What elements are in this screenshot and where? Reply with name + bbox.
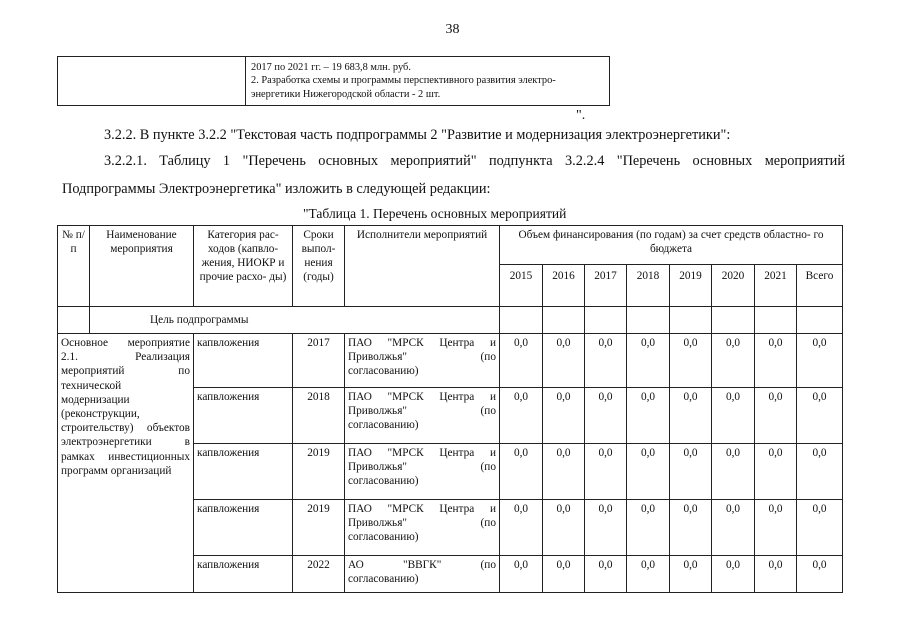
row-category: капвложения (194, 500, 293, 556)
row-executor: ПАО "МРСК Центра и Приволжья" (по согласованию) (345, 500, 500, 556)
row-value-2015: 0,0 (500, 334, 543, 388)
row-value-2019: 0,0 (670, 500, 712, 556)
header-year-2015: 2015 (500, 265, 543, 307)
header-year-2021: 2021 (755, 265, 797, 307)
row-value-2016: 0,0 (543, 334, 585, 388)
row-value-2020: 0,0 (712, 500, 755, 556)
row-value-2018: 0,0 (627, 334, 670, 388)
row-value-2021: 0,0 (755, 556, 797, 593)
row-value-total: 0,0 (797, 444, 843, 500)
continuation-table-fragment (57, 56, 610, 106)
row-value-2016: 0,0 (543, 556, 585, 593)
fragment-line-3: энергетики Нижегородской области - 2 шт. (251, 88, 441, 100)
row-value-2019: 0,0 (670, 444, 712, 500)
row-value-2020: 0,0 (712, 334, 755, 388)
fragment-text-cell (251, 61, 606, 101)
goal-empty-cell (58, 307, 90, 334)
page-number: 38 (445, 22, 460, 37)
header-year-2018: 2018 (627, 265, 670, 307)
row-value-total: 0,0 (797, 388, 843, 444)
row-value-2021: 0,0 (755, 444, 797, 500)
row-value-2017: 0,0 (585, 500, 627, 556)
row-category: капвложения (194, 334, 293, 388)
measure-name: Основное мероприятие 2.1. Реализация мероприятий по технической модернизации (реконструкции, строительству) объектов электроэнергетики в рамках инвестиционных программ организаций (58, 334, 194, 593)
row-value-2015: 0,0 (500, 444, 543, 500)
header-year-2019: 2019 (670, 265, 712, 307)
row-category: капвложения (194, 388, 293, 444)
header-category: Категория рас- ходов (капвло- жения, НИОКР и прочие расхо- ды) (194, 226, 293, 307)
closing-quote: ". (576, 108, 586, 123)
row-executor: ПАО "МРСК Центра и Приволжья" (по согласованию) (345, 388, 500, 444)
header-year-2020: 2020 (712, 265, 755, 307)
row-year: 2017 (293, 334, 345, 388)
header-num: № п/п (58, 226, 90, 307)
header-terms: Сроки выпол- нения (годы) (293, 226, 345, 307)
row-value-2017: 0,0 (585, 388, 627, 444)
table-caption: "Таблица 1. Перечень основных мероприятий (303, 206, 567, 221)
row-executor: ПАО "МРСК Центра и Приволжья" (по согласованию) (345, 444, 500, 500)
row-year: 2019 (293, 500, 345, 556)
row-value-2020: 0,0 (712, 388, 755, 444)
header-name: Наименование мероприятия (90, 226, 194, 307)
row-value-2016: 0,0 (543, 388, 585, 444)
row-value-2015: 0,0 (500, 500, 543, 556)
row-value-2019: 0,0 (670, 556, 712, 593)
row-value-2019: 0,0 (670, 388, 712, 444)
paragraph-3-2-2-1: 3.2.2.1. Таблицу 1 "Перечень основных мероприятий" подпункта 3.2.2.4 "Перечень основных мероприятий (104, 153, 845, 169)
row-value-2021: 0,0 (755, 388, 797, 444)
row-year: 2022 (293, 556, 345, 593)
row-executor: ПАО "МРСК Центра и Приволжья" (по согласованию) (345, 334, 500, 388)
paragraph-3-2-2: 3.2.2. В пункте 3.2.2 "Текстовая часть подпрограммы 2 "Развитие и модернизация электроэнергетики": (104, 127, 731, 143)
fragment-line-1: 2017 по 2021 гг. – 19 683,8 млн. руб. (251, 62, 411, 73)
row-value-2018: 0,0 (627, 444, 670, 500)
row-value-2015: 0,0 (500, 388, 543, 444)
row-value-2016: 0,0 (543, 444, 585, 500)
row-value-2016: 0,0 (543, 500, 585, 556)
fragment-line-2: 2. Разработка схемы и программы перспективного развития электро- (251, 75, 556, 87)
row-value-2017: 0,0 (585, 334, 627, 388)
row-value-2021: 0,0 (755, 334, 797, 388)
paragraph-continuation: Подпрограммы Электроэнергетика" изложить в следующей редакции: (62, 181, 491, 197)
row-value-total: 0,0 (797, 500, 843, 556)
row-value-2020: 0,0 (712, 556, 755, 593)
row-value-total: 0,0 (797, 556, 843, 593)
row-category: капвложения (194, 556, 293, 593)
table-row (58, 334, 843, 388)
header-year-2017: 2017 (585, 265, 627, 307)
header-executors: Исполнители мероприятий (345, 226, 500, 307)
row-value-2017: 0,0 (585, 444, 627, 500)
row-year: 2019 (293, 444, 345, 500)
row-value-2015: 0,0 (500, 556, 543, 593)
header-total: Всего (797, 265, 843, 307)
header-funding: Объем финансирования (по годам) за счет средств областно- го бюджета (500, 226, 843, 265)
goal-row-label: Цель подпрограммы (90, 307, 500, 334)
header-year-2016: 2016 (543, 265, 585, 307)
row-value-2017: 0,0 (585, 556, 627, 593)
row-value-2018: 0,0 (627, 556, 670, 593)
measures-table (57, 225, 843, 593)
row-category: капвложения (194, 444, 293, 500)
row-value-2018: 0,0 (627, 388, 670, 444)
row-value-2018: 0,0 (627, 500, 670, 556)
row-value-total: 0,0 (797, 334, 843, 388)
row-value-2021: 0,0 (755, 500, 797, 556)
row-executor: АО "ВВГК" (по согласованию) (345, 556, 500, 593)
row-value-2019: 0,0 (670, 334, 712, 388)
row-value-2020: 0,0 (712, 444, 755, 500)
fragment-empty-cell (58, 57, 246, 105)
row-year: 2018 (293, 388, 345, 444)
